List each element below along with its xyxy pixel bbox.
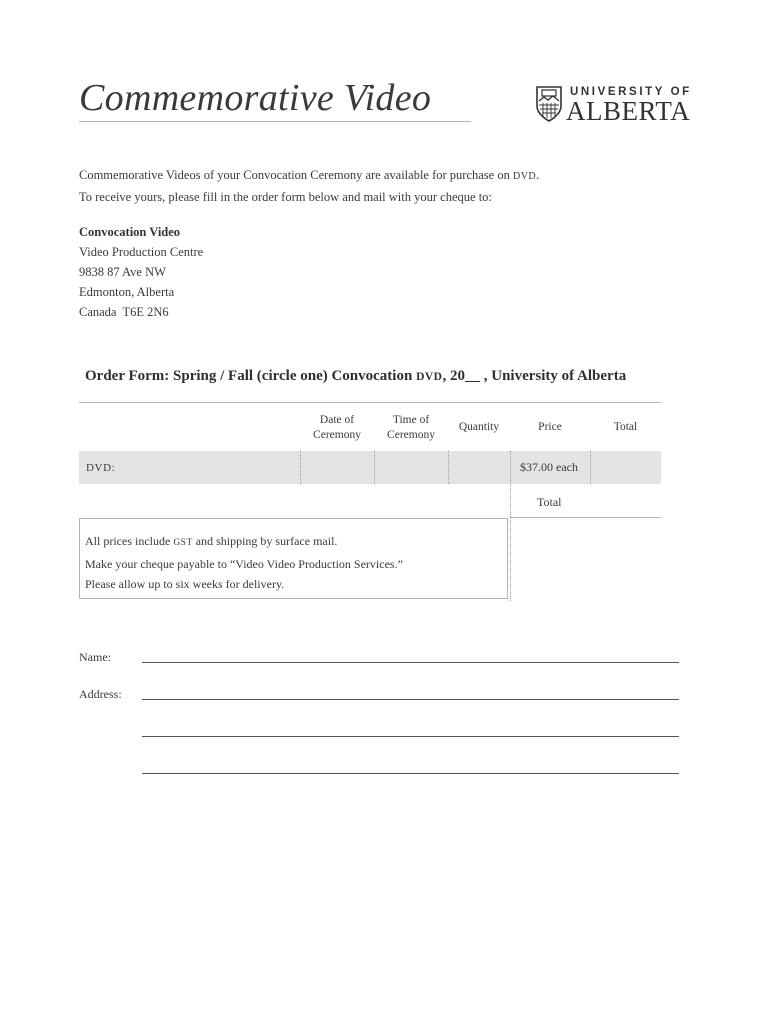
address-line: Canada T6E 2N6 xyxy=(79,305,169,319)
grand-total-label: Total xyxy=(537,495,562,509)
address-line: Video Production Centre xyxy=(79,245,204,259)
notice-line-1: All prices include GST and shipping by surface mail. xyxy=(85,534,338,548)
address-field-line-1[interactable] xyxy=(142,699,679,700)
address-label: Address: xyxy=(79,687,122,701)
grand-total-field[interactable] xyxy=(591,487,660,515)
dvd-row-label: DVD: xyxy=(86,462,116,474)
university-logo xyxy=(536,84,696,128)
pricing-notice-text xyxy=(85,531,403,595)
name-field[interactable] xyxy=(142,662,679,663)
column-header-price: Price xyxy=(538,421,562,433)
total-divider xyxy=(510,517,661,518)
date-of-ceremony-field[interactable] xyxy=(301,452,373,483)
university-crest-icon xyxy=(536,86,562,122)
notice-line-3: Please allow up to six weeks for delivery. xyxy=(85,577,285,591)
column-header-time: Time of Ceremony xyxy=(387,414,435,441)
mailing-address xyxy=(79,222,203,322)
page-title: Commemorative Video xyxy=(79,77,432,119)
column-header-total: Total xyxy=(613,421,638,433)
address-line: 9838 87 Ave NW xyxy=(79,265,166,279)
address-field-line-3[interactable] xyxy=(142,773,679,774)
intro-text xyxy=(79,165,539,207)
notice-line-2: Make your cheque payable to “Video Video Production Services.” xyxy=(85,556,403,571)
quantity-field[interactable] xyxy=(449,452,509,483)
column-header-date: Date of Ceremony xyxy=(313,414,361,441)
column-header-quantity: Quantity xyxy=(458,421,500,433)
row-total-field[interactable] xyxy=(591,452,660,483)
address-field-line-2[interactable] xyxy=(142,736,679,737)
address-line: Edmonton, Alberta xyxy=(79,285,175,299)
column-divider xyxy=(510,451,511,601)
intro-line-2: To receive yours, please fill in the order form below and mail with your cheque to: xyxy=(79,190,492,204)
intro-line-1: Commemorative Videos of your Convocation Ceremony are available for purchase on DVD. xyxy=(79,168,540,182)
title-divider xyxy=(79,121,471,122)
name-label: Name: xyxy=(79,650,111,664)
order-form-divider xyxy=(79,402,661,403)
logo-top-text: UNIVERSITY OF xyxy=(570,86,692,98)
unit-price: $37.00 each xyxy=(520,460,578,474)
time-of-ceremony-field[interactable] xyxy=(375,452,447,483)
address-recipient: Convocation Video xyxy=(79,225,181,239)
order-form-title: Order Form: Spring / Fall (circle one) Convocation DVD, 20__ , University of Alberta xyxy=(85,368,627,384)
logo-bottom-text: ALBERTA xyxy=(566,96,691,126)
